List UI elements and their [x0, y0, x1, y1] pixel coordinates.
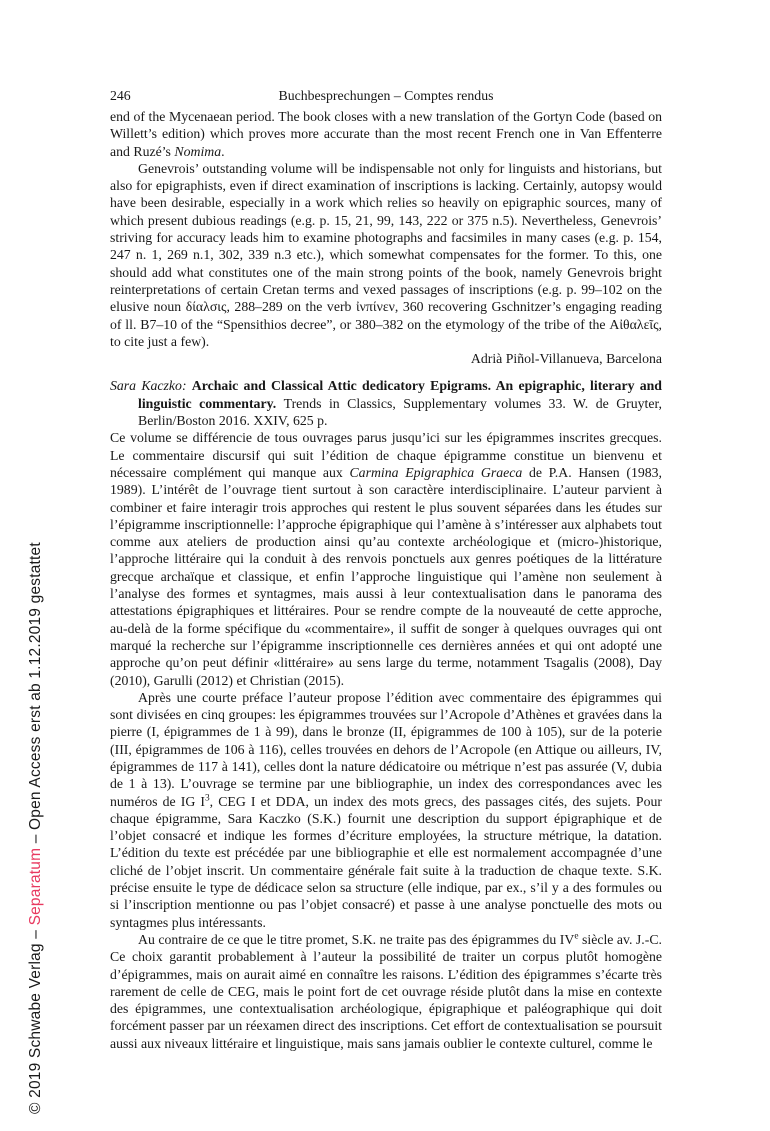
reviewer-signature: Adrià Piñol-Villanueva, Barcelona: [470, 351, 662, 367]
paragraph-review-fr-3: Au contraire de ce que le titre promet, S.K. ne traite pas des épigrammes du IVe siècle av. J.-C. Ce choix garantit probablement à l’auteur la possibilité de traiter un corpus plutôt homogène d’épigrammes, mais on aurait aimé en connaître les raisons. L’édition des épigrammes s’écarte très rarement de celle de CEG, mais le point fort de cet ouvrage réside plutôt dans la mise en contexte des épigrammes, une contextualisation archéologique, épigraphique et paléographique qui doit forcément passer par un réexamen direct des inscriptions. Cet effort de contextualisation se poursuit aussi aux niveaux littéraire et linguistique, mais sans jamais oublier le contexte culturel, comme le: [110, 931, 662, 1051]
page-header: [110, 87, 662, 104]
page-content: [110, 87, 662, 1052]
sidebar-copyright-text: © 2019 Schwabe Verlag –: [27, 925, 44, 1114]
paragraph-review-end-1: end of the Mycenaean period. The book closes with a new translation of the Gortyn Code (based on Willett’s edition) which proves more accurate than the most recent French one in Van Effenterre and Ruzé’s Nomima.: [110, 109, 662, 159]
paragraph-review-fr-1: Ce volume se différencie de tous ouvrages parus jusqu’ici sur les épigrammes inscrites grecques. Le commentaire discursif qui suit l’édition de chaque épigramme constitue un bienvenu et nécessaire complément qui manque aux Carmina Epigraphica Graeca de P.A. Hansen (1983, 1989). L’intérêt de l’ouvrage tient surtout à son caractère interdisciplinaire. L’auteur parvient à combiner et faire interagir trois approches qui restent le plus souvent séparées dans les études sur l’épigramme inscriptionnelle: l’approche épigraphique qui l’amène à s’intéresser aux alphabets tout comme aux ateliers de production ainsi qu’au contexte archéologique et (micro-)historique, l’approche littéraire qui la conduit à des renvois ponctuels aux genres poétiques de la littérature grecque archaïque et classique, et enfin l’approche linguistique qui l’amène non seulement à l’analyse des formes et syntagmes, mais aussi à leur contextualisation dans le panorama des attestations épigraphiques et littéraires. Pour se rendre compte de la nouveauté de cette approche, au-delà de la forme spécifique du «commentaire», il suffit de songer à quelques ouvrages qui ont marqué la recherche sur l’épigramme inscriptionnelle ces dernières années et qui ont adopté une approche qu’on peut définir «littéraire» au sens large du terme, notamment Tsagalis (2008), Day (2010), Garulli (2012) et Christian (2015).: [110, 430, 663, 688]
sidebar-access-text: – Open Access erst ab 1.12.2019 gestattet: [27, 542, 44, 848]
review-heading: Sara Kaczko: Archaic and Classical Attic dedicatory Epigrams. An epigraphic, literary and linguistic commentary. Trends in Classics, Supplementary volumes 33. W. de Gruyter, Berlin/Boston 2016. XXIV, 625 p.: [110, 378, 662, 429]
paragraph-review-fr-2: Après une courte préface l’auteur propose l’édition avec commentaire des épigrammes qui sont divisées en cinq groupes: les épigrammes trouvées sur l’Acropole d’Athènes et gravées dans la pierre (I, épigrammes de 1 à 99), dans le bronze (II, épigrammes de 100 à 105), sur de la poterie (III, épigrammes de 106 à 116), celles trouvées en dehors de l’Acropole (en Attique ou ailleurs, IV, épigrammes de 117 à 141), celles dont la nature dédicatoire ou métrique n’est pas assurée (V, dubia de 1 à 13). L’ouvrage se termine par une bibliographie, un index des correspondances avec les numéros de IG $I^3$, CEG I et DDA, un index des mots grecs, des passages cités, des sujets. Pour chaque épigramme, Sara Kaczko (S.K.) fournit une description du support épigraphique et de l’objet consacré et indique les formes d’écriture employées, la structure métrique, la datation. L’édition du texte est précédée par une bibliographie et elle est normalement accompagnée d’une cliché de l’objet inscrit. Un commentaire générale fait suite à la traduction de chaque texte. S.K. précise ensuite le type de dédicace selon sa structure (elle indique, par ex., s’il y a des formules ou si l’inscription mentionne ou pas l’objet consacré) et passe à une analyse ponctuelle des mots ou syntagmes plus intéressants.: [110, 689, 662, 930]
paragraph-review-end-2: Genevrois’ outstanding volume will be indispensable not only for linguists and historians, but also for epigraphists, even if direct examination of inscriptions is lacking. Certainly, autopsy would have been desirable, especially in a work which relies so heavily on epigraphic sources, many of which present dubious readings (e.g. p. 15, 21, 99, 143, 222 or 375 n.5). Nevertheless, Genevrois’ striving for accuracy leads him to examine photographs and facsimiles in many cases (e.g. p. 154, 247 n. 1, 269 n.1, 302, 339 n.3 etc.), which somewhat compensates for the former. To this, one should add what constitutes one of the main strong points of the book, namely Genevrois bright reinterpretations of certain Cretan terms and vexed passages of inscriptions (e.g. p. 99–102 on the elusive noun δίαλσις, 288–289 on the verb ἰνπίνεν, 360 recovering Gschnitzer’s engaging reading of ll. B7–10 of the “Spensithios decree”, or 380–382 on the etymology of the tribe of the Αἰθαλεῖς, to cite just a few).: [110, 160, 662, 349]
running-head: Buchbesprechungen – Comptes rendus: [278, 88, 494, 103]
page-number: 246: [110, 88, 131, 103]
sidebar-highlight: Separatum: [27, 847, 44, 926]
copyright-sidebar: [27, 542, 45, 1114]
